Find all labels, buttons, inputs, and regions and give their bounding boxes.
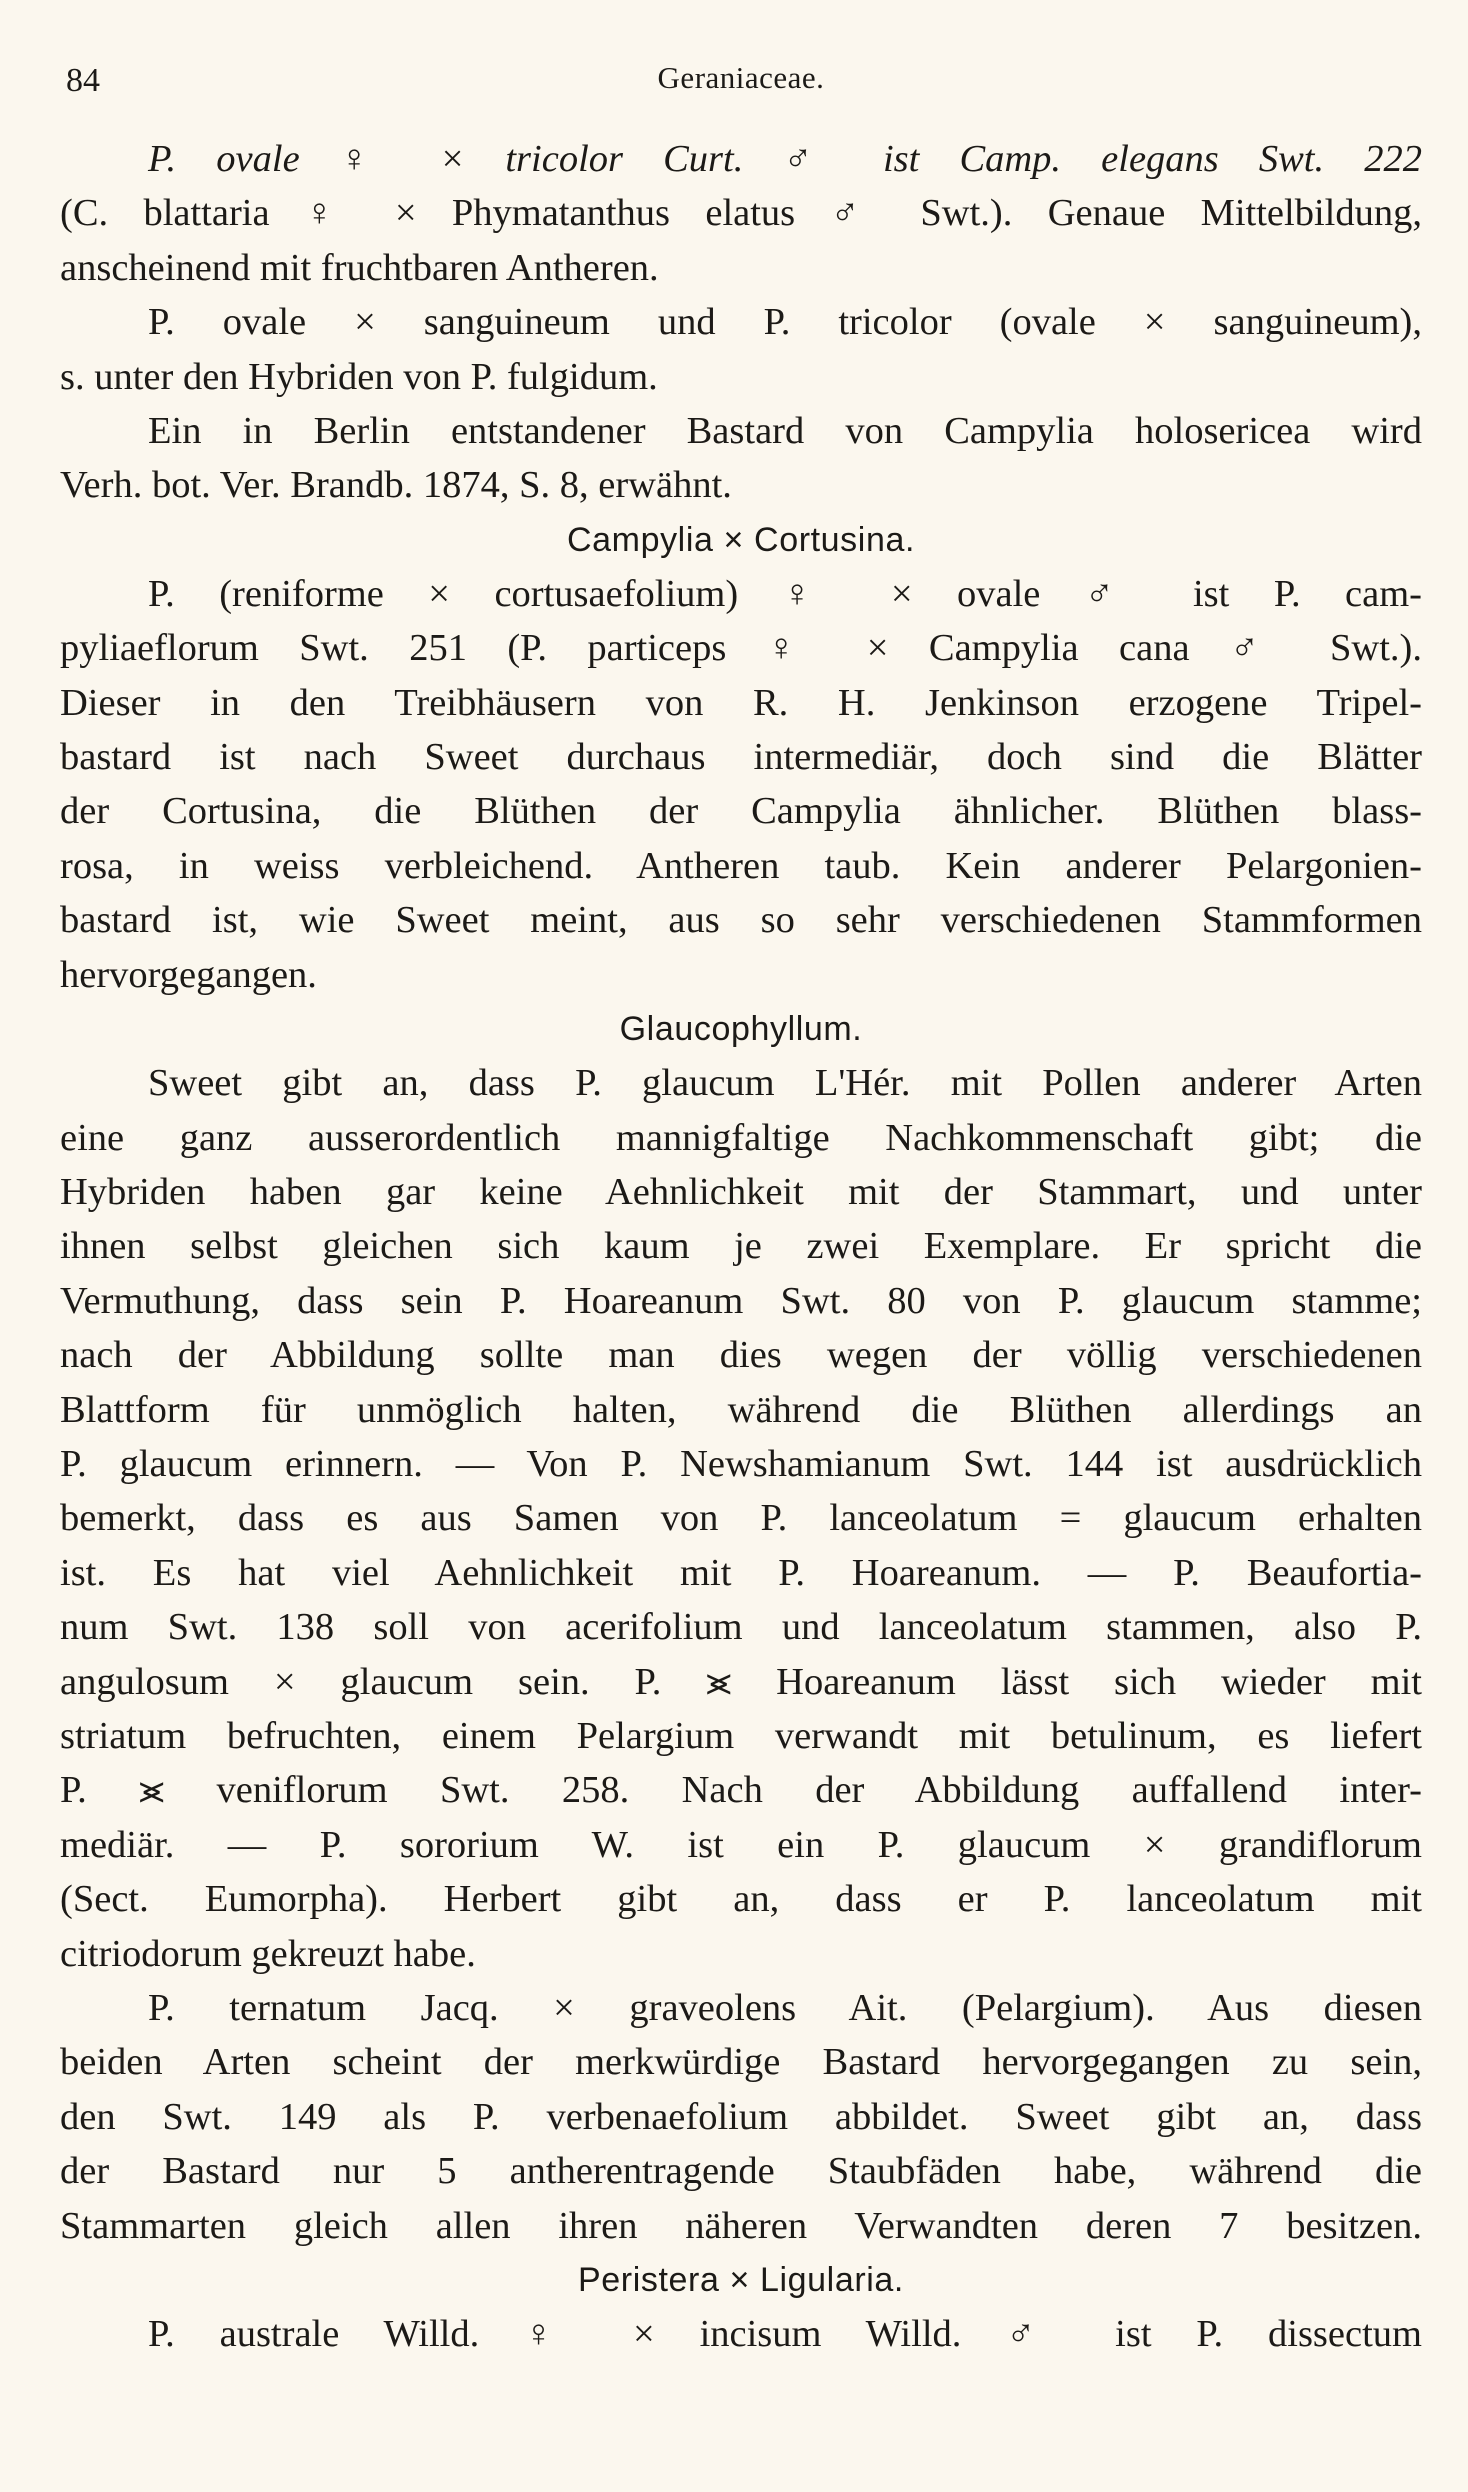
text-line: eine ganz ausserordentlich mannigfaltige Nachkommenschaft gibt; die — [60, 1116, 1422, 1159]
text-line: der Cortusina, die Blüthen der Campylia ähnlicher. Blüthen blass- — [60, 790, 1422, 833]
text-line: Blattform für unmöglich halten, während die Blüthen allerdings an — [60, 1388, 1422, 1431]
section-heading-peristera-ligularia: Peristera × Ligularia. — [578, 2261, 904, 2300]
text-line: Hybriden haben gar keine Aehnlichkeit mit der Stammart, und unter — [60, 1170, 1422, 1213]
text-line: Sweet gibt an, dass P. glaucum L'Hér. mit Pollen anderer Arten — [148, 1062, 1422, 1105]
text-line: hervorgegangen. — [60, 953, 317, 996]
text-line: P. ⪤ veniflorum Swt. 258. Nach der Abbildung auffallend inter- — [60, 1769, 1422, 1812]
text-line: ist. Es hat viel Aehnlichkeit mit P. Hoareanum. — P. Beaufortia- — [60, 1551, 1422, 1594]
text-line: mediär. — P. sororium W. ist ein P. glaucum × grandiflorum — [60, 1823, 1422, 1866]
text-line: citriodorum gekreuzt habe. — [60, 1932, 476, 1975]
text-line: bastard ist, wie Sweet meint, aus so sehr verschiedenen Stammformen — [60, 899, 1422, 942]
text-line: bemerkt, dass es aus Samen von P. lanceolatum = glaucum erhalten — [60, 1497, 1422, 1540]
running-title: Geraniaceae. — [657, 60, 825, 95]
page-number: 84 — [66, 62, 100, 99]
text-line: beiden Arten scheint der merkwürdige Bastard hervorgegangen zu sein, — [60, 2041, 1422, 2084]
text-line: bastard ist nach Sweet durchaus intermediär, doch sind die Blätter — [60, 736, 1422, 779]
text-line: (Sect. Eumorpha). Herbert gibt an, dass er P. lanceolatum mit — [60, 1878, 1422, 1921]
text-line: P. australe Willd. ♀ × incisum Willd. ♂ ist P. dissectum — [148, 2313, 1422, 2356]
text-line: P. ovale ♀ × tricolor Curt. ♂ ist Camp. elegans Swt. 222 — [148, 138, 1422, 180]
text-line: Verh. bot. Ver. Brandb. 1874, S. 8, erwähnt. — [60, 464, 732, 507]
section-heading-glaucophyllum: Glaucophyllum. — [619, 1010, 863, 1049]
text-line: Dieser in den Treibhäusern von R. H. Jenkinson erzogene Tripel- — [60, 681, 1422, 724]
text-line: nach der Abbildung sollte man dies wegen der völlig verschiedenen — [60, 1334, 1422, 1377]
text-line: Vermuthung, dass sein P. Hoareanum Swt. 80 von P. glaucum stamme; — [60, 1279, 1422, 1322]
running-head — [60, 56, 1422, 106]
text-line: ihnen selbst gleichen sich kaum je zwei Exemplare. Er spricht die — [60, 1225, 1422, 1268]
text-line: P. (reniforme × cortusaefolium) ♀ × ovale ♂ ist P. cam- — [148, 572, 1422, 615]
text-line: P. glaucum erinnern. — Von P. Newshamianum Swt. 144 ist ausdrücklich — [60, 1442, 1422, 1485]
text-line: P. ternatum Jacq. × graveolens Ait. (Pelargium). Aus diesen — [148, 1987, 1422, 2029]
text-line: rosa, in weiss verbleichend. Antheren taub. Kein anderer Pelargonien- — [60, 844, 1422, 887]
text-line: (C. blattaria ♀ × Phymatanthus elatus ♂ Swt.). Genaue Mittelbildung, — [60, 192, 1422, 235]
text-line: angulosum × glaucum sein. P. ⪤ Hoareanum lässt sich wieder mit — [60, 1660, 1422, 1703]
text-line: den Swt. 149 als P. verbenaefolium abbildet. Sweet gibt an, dass — [60, 2095, 1422, 2138]
text-line: s. unter den Hybriden von P. fulgidum. — [60, 355, 658, 398]
text-line: pyliaeflorum Swt. 251 (P. particeps ♀ × Campylia cana ♂ Swt.). — [60, 627, 1422, 670]
text-line: P. ovale × sanguineum und P. tricolor (ovale × sanguineum), — [148, 301, 1422, 344]
text-line: num Swt. 138 soll von acerifolium und lanceolatum stammen, also P. — [60, 1606, 1422, 1649]
text-line: striatum befruchten, einem Pelargium verwandt mit betulinum, es liefert — [60, 1714, 1422, 1757]
body-text — [60, 132, 1422, 2361]
text-line: Stammarten gleich allen ihren näheren Verwandten deren 7 besitzen. — [60, 2204, 1422, 2247]
text-line: der Bastard nur 5 antherentragende Staubfäden habe, während die — [60, 2150, 1422, 2193]
section-heading-campylia-cortusina: Campylia × Cortusina. — [566, 520, 916, 559]
text-line: anscheinend mit fruchtbaren Antheren. — [60, 246, 659, 289]
text-line: Ein in Berlin entstandener Bastard von Campylia holosericea wird — [148, 410, 1422, 453]
